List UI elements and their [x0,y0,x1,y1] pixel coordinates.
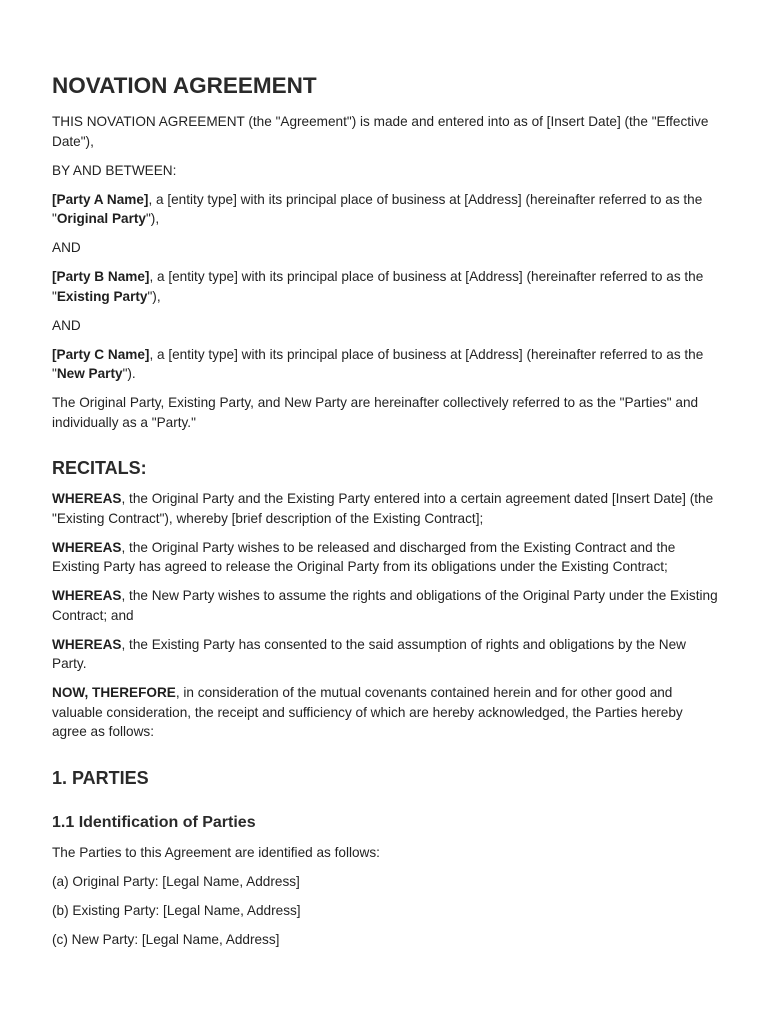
party-c-name: [Party C Name] [52,346,150,362]
party-c-description: , a [entity type] with its principal place of business at [Address] (hereinafter referred to as the " [52,346,704,381]
party-b-description: , a [entity type] with its principal place of business at [Address] (hereinafter referred to as the " [52,269,704,304]
recital-4-text: , the Existing Party has consented to the said assumption of rights and obligations by the New Party. [52,636,686,671]
recital-1 [52,489,720,528]
party-b-end: "), [147,288,161,304]
party-list-item-new: (c) New Party: [Legal Name, Address] [52,931,280,947]
party-a-description: , a [entity type] with its principal place of business at [Address] (hereinafter referred to as the " [52,191,703,226]
recital-1-text: , the Original Party and the Existing Party entered into a certain agreement dated [Insert Date] (the "Existing Contract"), whereby [brief description of the Existing Contract]; [52,491,714,526]
section-1-1-intro: The Parties to this Agreement are identified as follows: [52,844,380,860]
party-c-paragraph [52,345,720,384]
recital-3 [52,586,720,625]
party-a-role: Original Party [56,211,146,226]
recital-2 [52,538,720,577]
intro-paragraph: THIS NOVATION AGREEMENT (the "Agreement") is made and entered into as of [Insert Date] (the "Effective Date"), [52,114,709,149]
recital-2-text: , the Original Party wishes to be released and discharged from the Existing Contract and the Existing Party has agreed to release the Original Party from its obligations under the Existing Contract; [52,539,676,574]
party-c-role: New Party [56,366,123,381]
section-1-1-heading: 1.1 Identification of Parties [52,813,256,831]
recital-4-lead: WHEREAS [52,636,122,652]
and-label-1: AND [52,240,81,255]
party-list-item-existing: (b) Existing Party: [Legal Name, Address] [52,902,301,918]
by-and-between-label: BY AND BETWEEN: [52,162,177,178]
party-a-end: "), [145,211,160,226]
party-list-item-original: (a) Original Party: [Legal Name, Address] [52,873,300,889]
now-therefore-lead: NOW, THEREFORE [52,685,176,700]
now-therefore-text: , in consideration of the mutual covenants contained herein and for other good and valuable consideration, the receipt and sufficiency of which are hereby acknowledged, the Parties hereby agree as follows: [52,685,683,739]
recital-1-lead: WHEREAS [52,491,122,506]
party-b-name: [Party B Name] [52,269,150,284]
recital-2-lead: WHEREAS [52,539,122,555]
and-label-2: AND [52,317,81,333]
collective-definition-paragraph: The Original Party, Existing Party, and New Party are hereinafter collectively referred to as the "Parties" and individually as a "Party." [52,395,699,430]
party-b-role: Existing Party [56,288,148,304]
party-a-name: [Party A Name] [52,191,149,207]
recitals-heading: RECITALS: [52,458,147,478]
party-b-paragraph [52,267,720,306]
recital-4 [52,635,720,674]
section-1-heading: 1. PARTIES [52,767,149,788]
recital-3-lead: WHEREAS [52,588,122,603]
now-therefore-paragraph [52,683,720,742]
document-title: NOVATION AGREEMENT [52,73,317,98]
party-a-paragraph [52,190,720,229]
document-page [52,72,720,959]
recital-3-text: , the New Party wishes to assume the rights and obligations of the Original Party under the Existing Contract; and [52,588,718,623]
party-c-end: "). [122,366,136,381]
